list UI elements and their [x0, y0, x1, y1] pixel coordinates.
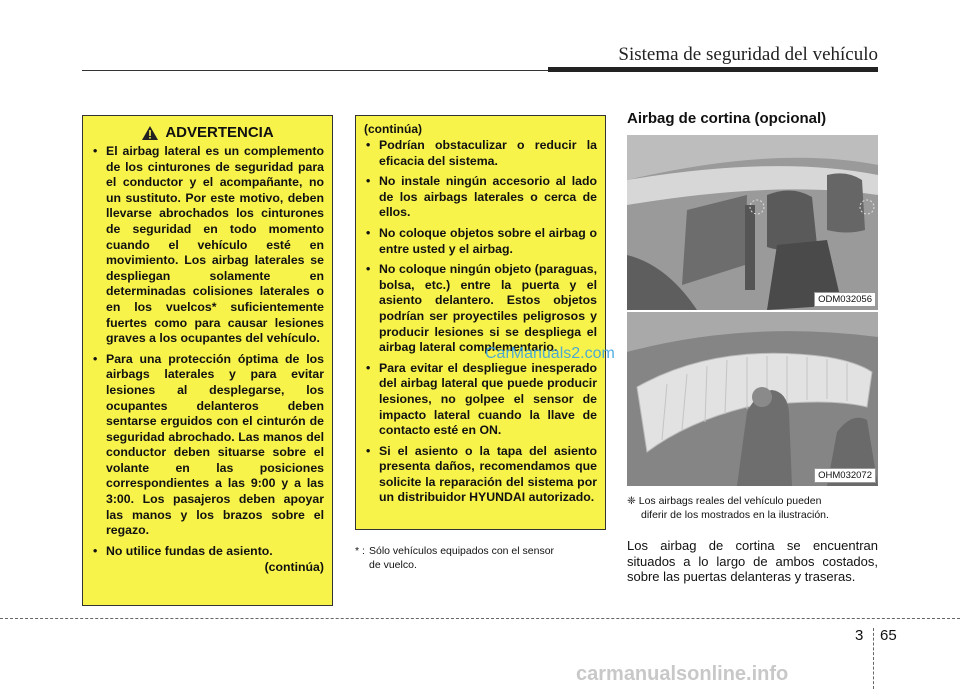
continued-item: • No instale ningún accesorio al lado de los airbags laterales o cerca de ellos.: [364, 174, 597, 221]
page-number: 65: [880, 627, 897, 644]
warning-item: • El airbag lateral es un complemento de los cinturones de seguridad para el conductor y el acompañante, no un sustituto. Por este motivo, deben llevarse abrochados los cinturones de seguridad en todo momento cuando el vehículo esté en movimiento. Los airbag laterales se despliegan solamente en determinadas colisiones laterales o en los vuelcos* suficientemente fuertes como para causar lesiones graves a los ocupantes del vehículo.: [91, 144, 324, 347]
caption-line: Los airbags reales del vehículo pueden: [638, 495, 822, 507]
continues-label: (continúa): [264, 560, 324, 575]
footnote-mark: * :: [355, 545, 365, 557]
continued-item: • No coloque objetos sobre el airbag o entre usted y el airbag.: [364, 226, 597, 257]
warning-heading-row: [91, 124, 324, 141]
section-body: Los airbag de cortina se encuentran situados a lo largo de ambos costados, sobre las puertas delanteras y traseras.: [627, 538, 878, 584]
image-caption: [627, 494, 878, 522]
photo-code: ODM032056: [814, 292, 876, 307]
continued-item: • Si el asiento o la tapa del asiento presenta daños, recomendamos que solicite la reparación del sistema por un distribuidor HYUNDAI autorizado.: [364, 444, 597, 506]
curtain-airbag-photo-interior: [627, 135, 878, 310]
continued-item: • No coloque ningún objeto (paraguas, bolsa, etc.) entre la puerta y el asiento delantero. Estos objetos podrían ser proyectiles peligrosos y producir lesiones si se despliega el airbag lateral complementario.: [364, 262, 597, 356]
footnote: [355, 544, 606, 572]
header-rule-thick: [548, 67, 878, 72]
warning-item: • Para una protección óptima de los airbags laterales y para evitar lesiones al desplegarse, los ocupantes delanteros deben sentarse erguidos con el cinturón de seguridad abrochado. Las manos del conductor deben situarse sobre el volante en las posiciones correspondientes a las 9:00 y a las 3:00. Los pasajeros deben apoyar las manos y los brazos sobre el regazo.: [91, 352, 324, 539]
continued-heading: (continúa): [364, 122, 422, 136]
warning-heading: ADVERTENCIA: [165, 124, 274, 141]
page-number-divider: [873, 628, 875, 689]
page-footer-rule: [0, 618, 960, 619]
page-header-title: Sistema de seguridad del vehículo: [618, 44, 878, 65]
warning-triangle-icon: [141, 125, 159, 141]
footer-watermark: carmanualsonline.info: [576, 663, 789, 685]
photo-code: OHM032072: [814, 468, 876, 483]
warning-box: [82, 115, 333, 606]
continued-item: • Podrían obstaculizar o reducir la eficacia del sistema.: [364, 138, 597, 169]
warning-list: [91, 144, 324, 559]
caption-line: diferir de los mostrados en la ilustración.: [641, 509, 829, 521]
footnote-text: Sólo vehículos equipados con el sensor: [369, 545, 555, 557]
header-rule: [82, 70, 552, 71]
continued-item: • Para evitar el despliegue inesperado del airbag lateral que puede producir lesiones, no golpee el sensor de impacto lateral cuando la llave de contacto esté en ON.: [364, 361, 597, 439]
chapter-number: 3: [855, 627, 864, 644]
caption-mark: ❈: [627, 495, 636, 507]
warning-item: • No utilice fundas de asiento.: [91, 544, 324, 560]
curtain-airbag-photo-deployed: [627, 312, 878, 486]
footnote-text-2: de vuelco.: [369, 559, 417, 571]
continued-warning-box: [355, 115, 606, 530]
section-title: Airbag de cortina (opcional): [627, 110, 827, 127]
continued-list: [364, 138, 597, 506]
watermark: CarManuals2.com: [485, 345, 615, 362]
